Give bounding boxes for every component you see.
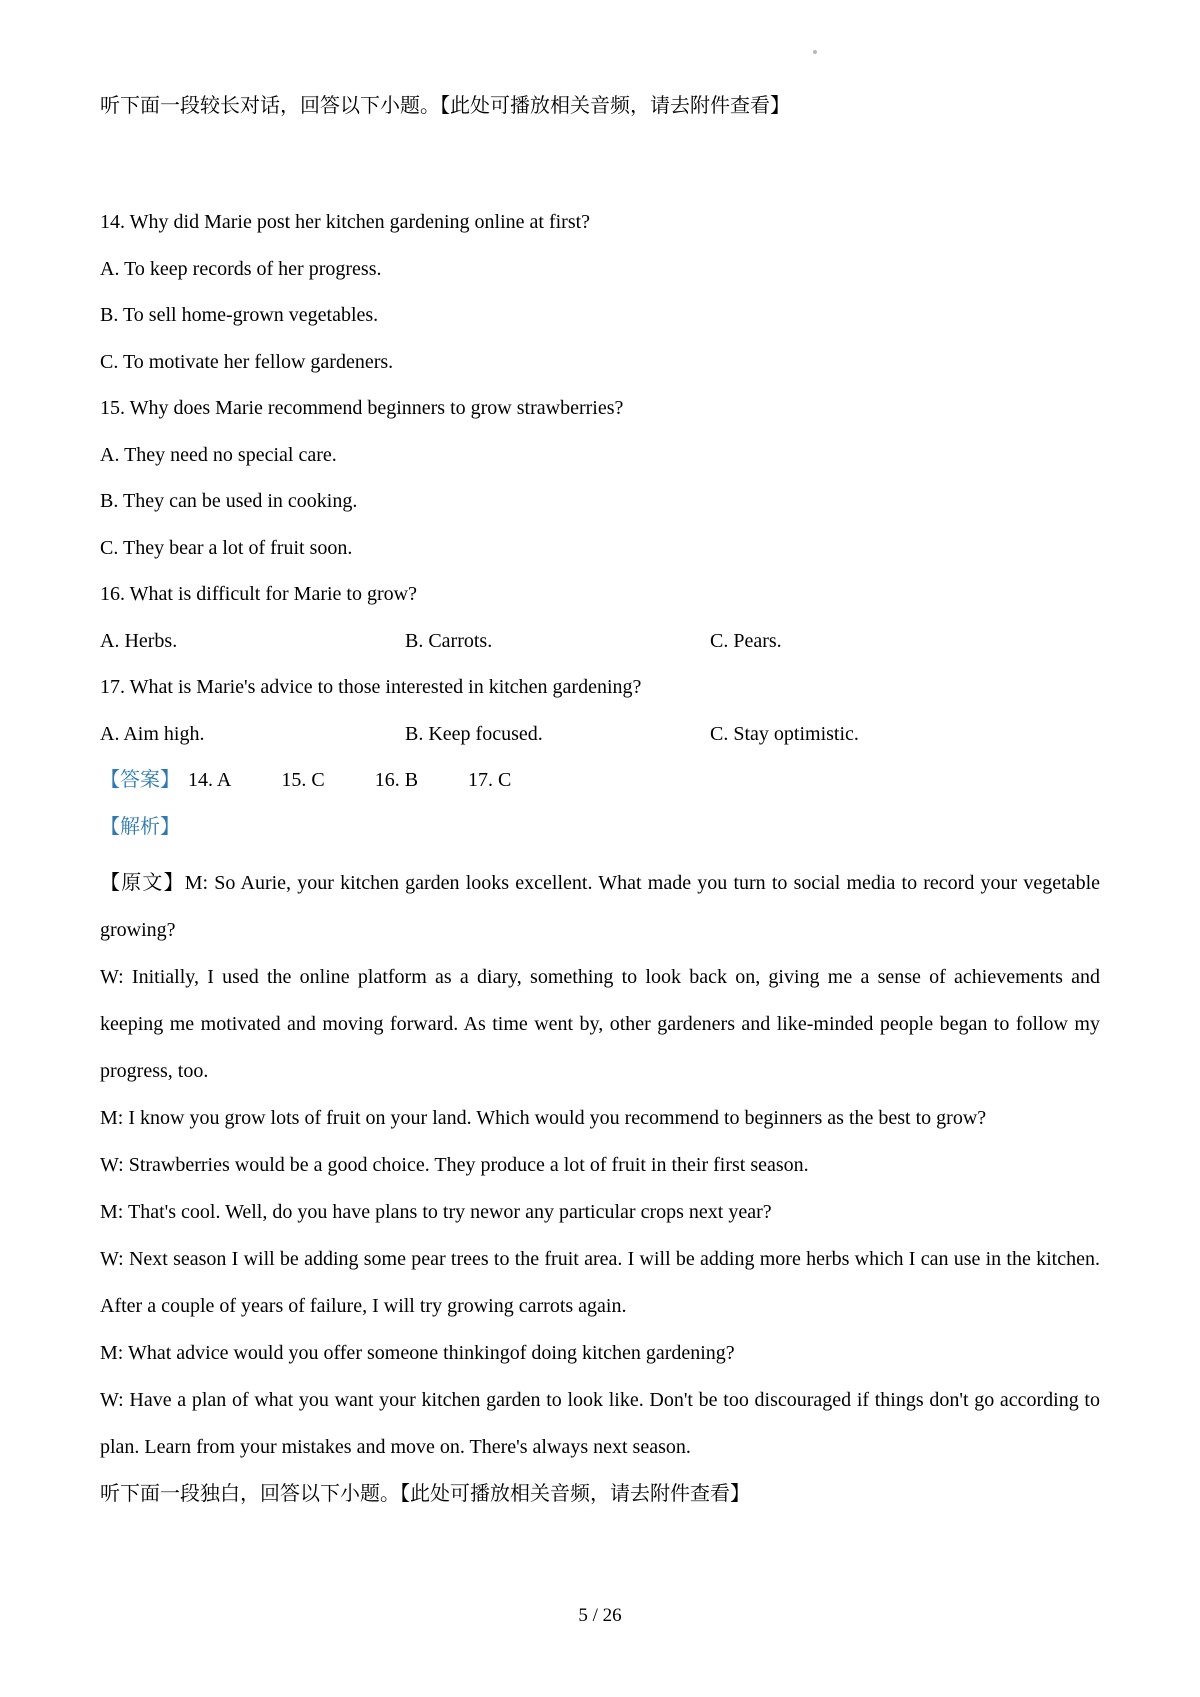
question-block-15 <box>100 395 1100 561</box>
question-block-17 <box>100 674 1100 747</box>
answer-14: 14. A <box>188 769 232 791</box>
transcript-paragraph-8: W: Have a plan of what you want your kitchen garden to look like. Don't be too discouraged if things don't go according to plan. Learn from your mistakes and move on. There's always next season. <box>100 1389 1100 1458</box>
question-16-option-b: B. Carrots. <box>405 629 493 652</box>
transcript-paragraph-7: M: What advice would you offer someone thinkingof doing kitchen gardening? <box>100 1342 735 1364</box>
transcript-paragraph-4: W: Strawberries would be a good choice. They produce a lot of fruit in their first season. <box>100 1154 809 1176</box>
transcript-paragraph-1 <box>100 860 1100 954</box>
question-15-option-c: C. They bear a lot of fruit soon. <box>100 536 353 559</box>
question-14-stem: 14. Why did Marie post her kitchen gardening online at first? <box>100 211 591 233</box>
question-14-option-b: B. To sell home-grown vegetables. <box>100 304 379 326</box>
question-15-option-a: A. They need no special care. <box>100 443 337 466</box>
transcript-paragraph-2: W: Initially, I used the online platform as a diary, something to look back on, giving me a sense of achievements and keeping me motivated and moving forward. As time went by, other gardeners and like-minded people began to follow my progress, too. <box>100 966 1100 1082</box>
question-15-option-b: B. They can be used in cooking. <box>100 490 358 512</box>
question-16-option-c: C. Pears. <box>710 629 782 652</box>
stray-dot <box>813 50 817 54</box>
question-14-option-a: A. To keep records of her progress. <box>100 257 382 280</box>
question-15-stem: 15. Why does Marie recommend beginners to grow strawberries? <box>100 397 624 419</box>
question-16-stem: 16. What is difficult for Marie to grow? <box>100 583 417 605</box>
page-number: 5 / 26 <box>578 1605 622 1626</box>
analysis-line <box>100 814 1100 840</box>
answer-15: 15. C <box>281 769 325 791</box>
question-17-option-b: B. Keep focused. <box>405 722 543 745</box>
question-16-option-a: A. Herbs. <box>100 629 178 652</box>
transcript-paragraph-1-text: M: So Aurie, your kitchen garden looks excellent. What made you turn to social media to record your vegetable growing? <box>100 872 1100 941</box>
transcript-paragraph-6: W: Next season I will be adding some pear trees to the fruit area. I will be adding more herbs which I can use in the kitchen. After a couple of years of failure, I will try growing carrots again. <box>100 1248 1100 1317</box>
question-block-16 <box>100 581 1100 654</box>
analysis-label: 【解析】 <box>100 815 180 838</box>
question-block-14 <box>100 209 1100 375</box>
answer-17: 17. C <box>468 769 512 791</box>
question-14-option-c: C. To motivate her fellow gardeners. <box>100 350 394 373</box>
question-16-options-row <box>100 628 1100 654</box>
transcript-label: 【原文】 <box>100 872 185 894</box>
transcript <box>100 860 1100 1518</box>
transcript-paragraph-3: M: I know you grow lots of fruit on your land. Which would you recommend to beginners as the best to grow? <box>100 1107 987 1129</box>
section-instruction-dialogue: 听下面一段较长对话，回答以下小题。【此处可播放相关音频，请去附件查看】 <box>100 95 790 117</box>
transcript-paragraph-5: M: That's cool. Well, do you have plans to try newor any particular crops next year? <box>100 1201 772 1223</box>
question-17-options-row <box>100 721 1100 747</box>
answer-16: 16. B <box>374 769 419 791</box>
section-instruction-monologue: 听下面一段独白，回答以下小题。【此处可播放相关音频，请去附件查看】 <box>100 1483 750 1505</box>
answer-line <box>100 767 1100 793</box>
answer-label: 【答案】 <box>100 769 180 791</box>
question-17-stem: 17. What is Marie's advice to those interested in kitchen gardening? <box>100 676 642 698</box>
question-17-option-a: A. Aim high. <box>100 722 205 745</box>
question-17-option-c: C. Stay optimistic. <box>710 722 859 745</box>
